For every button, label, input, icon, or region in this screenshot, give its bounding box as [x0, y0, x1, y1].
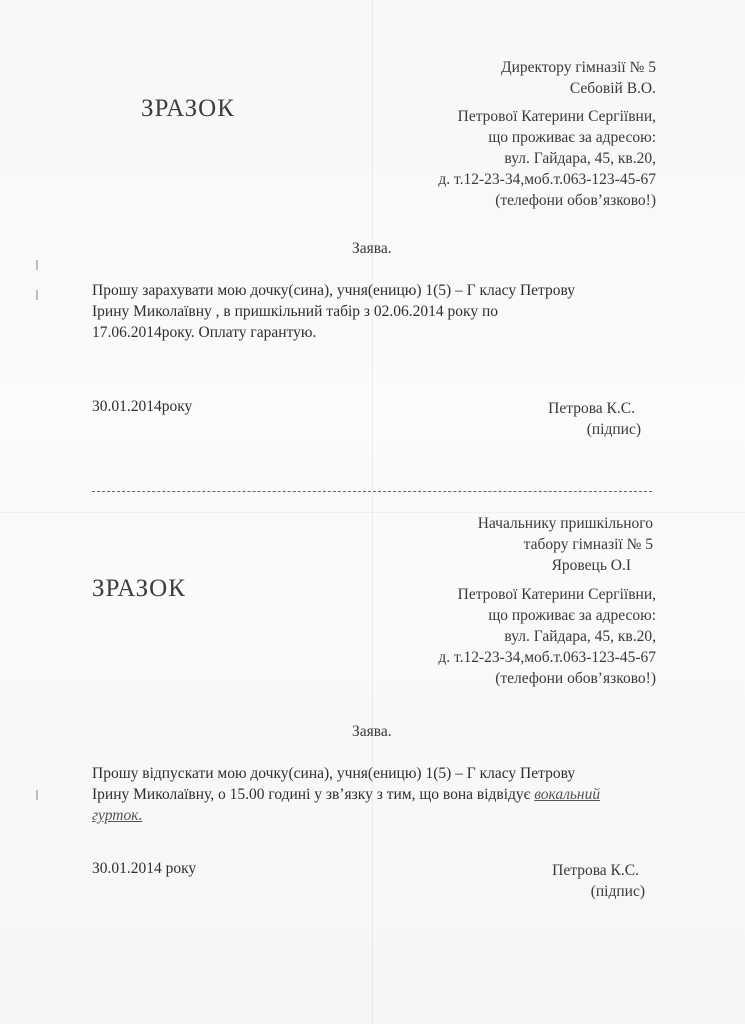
punch-mark [36, 260, 38, 270]
doc2-header-applicant [438, 584, 656, 689]
header-line: табору гімназії № 5 [523, 536, 653, 553]
header-line: Себовій В.О. [569, 80, 656, 97]
doc1-title: Заява. [352, 240, 392, 257]
body-line [92, 784, 600, 805]
doc1-date: 30.01.2014року [92, 398, 193, 415]
doc2-body [92, 763, 600, 826]
punch-mark [36, 290, 38, 300]
header-line: (телефони обов’язково!) [495, 670, 656, 687]
header-line: д. т.12-23-34,моб.т.063-123-45-67 [438, 649, 656, 666]
doc1-header-addressee [501, 57, 656, 99]
underlined-word: гурток. [92, 807, 143, 824]
header-line: Начальнику пришкільного [477, 515, 653, 532]
doc2-signature [552, 860, 645, 902]
doc1-body [92, 280, 575, 343]
header-line: Петрової Катерини Сергіївни, [457, 108, 656, 125]
body-line: 17.06.2014року. Оплату гарантую. [92, 324, 317, 341]
doc1-header-applicant [438, 106, 656, 211]
body-line-text: Ірину Миколаївну, о 15.00 годині у зв’язку з тим, що вона відвідує [92, 786, 531, 803]
doc2-sample-label: ЗРАЗОК [92, 575, 186, 602]
header-line: Петрової Катерини Сергіївни, [457, 586, 656, 603]
header-line: вул. Гайдара, 45, кв.20, [504, 150, 656, 167]
divider-line [92, 491, 652, 492]
body-line: Прошу відпускати мою дочку(сина), учня(еницю) 1(5) – Г класу Петрову [92, 765, 576, 782]
doc2-date: 30.01.2014 року [92, 860, 197, 877]
header-line: вул. Гайдара, 45, кв.20, [504, 628, 656, 645]
signature-name: Петрова К.С. [548, 400, 635, 417]
doc2-title: Заява. [352, 723, 392, 740]
body-line [92, 805, 600, 826]
punch-mark [36, 790, 38, 800]
doc1-signature [548, 398, 641, 440]
doc1-sample-label: ЗРАЗОК [141, 95, 235, 122]
body-line: Прошу зарахувати мою дочку(сина), учня(еницю) 1(5) – Г класу Петрову [92, 282, 576, 299]
underlined-word: вокальний [534, 786, 601, 803]
header-line: Директору гімназії № 5 [501, 59, 656, 76]
body-line: Ірину Миколаївну , в пришкільний табір з 02.06.2014 року по [92, 303, 499, 320]
header-line: що проживає за адресою: [488, 129, 656, 146]
header-line: (телефони обов’язково!) [495, 192, 656, 209]
header-line: що проживає за адресою: [488, 607, 656, 624]
signature-note: (підпис) [590, 883, 645, 900]
header-line: Яровець О.І [551, 557, 631, 574]
doc2-header-addressee [478, 513, 653, 576]
signature-name: Петрова К.С. [552, 862, 639, 879]
signature-note: (підпис) [586, 421, 641, 438]
header-line: д. т.12-23-34,моб.т.063-123-45-67 [438, 171, 656, 188]
